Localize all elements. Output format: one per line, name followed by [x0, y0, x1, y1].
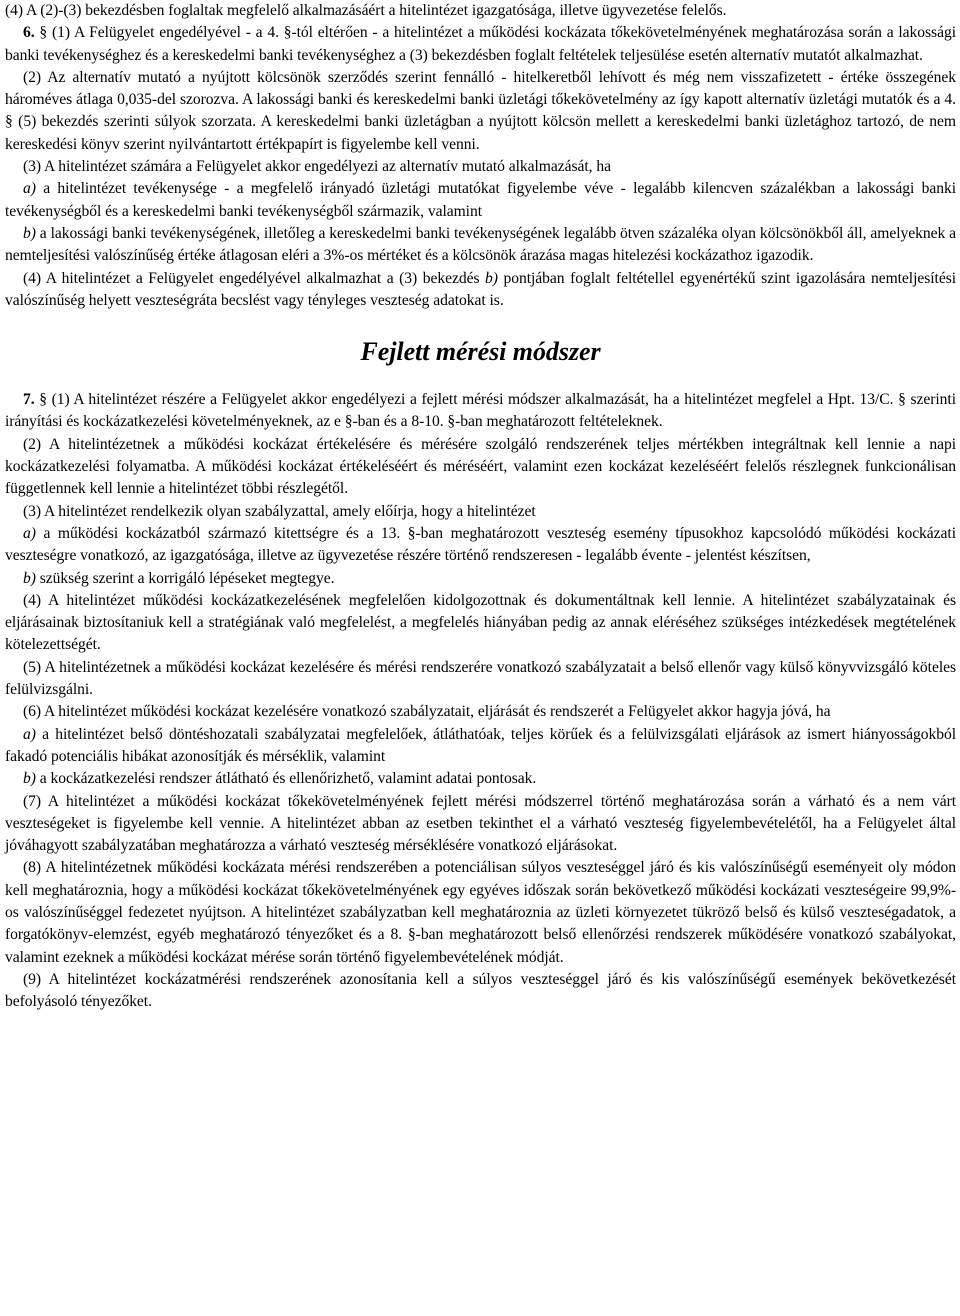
section-7-paragraph-4: [5, 590, 956, 657]
section-title: Fejlett mérési módszer: [360, 337, 601, 367]
paragraph-4-previous: [5, 0, 956, 22]
point-text: a hitelintézet belső döntéshozatali szabályzatai megfelelőek, átláthatóak, teljes körűek és a felülvizsgálati eljárások az ismert hiányosságokból fakadó potenciális hibákat azonosítják és mérséklik, valamint: [5, 725, 956, 765]
point-text: a működési kockázatból származó kitettségre és a 13. §-ban meghatározott veszteség esemény típusokhoz kapcsolódó működési kockázati veszteségre vonatkozó, az igazgatósága, illetve az ügyvezetése részére történő rendszeresen - legalább évente - jelentést készítsen,: [5, 524, 956, 565]
section-sign: §: [39, 24, 48, 42]
paragraph-text: (3) A hitelintézet számára a Felügyelet akkor engedélyezi az alternatív mutató alkalmazását, ha: [23, 158, 611, 176]
paragraph-text: § (1) A hitelintézet részére a Felügyelet akkor engedélyezi a fejlett mérési módszer alkalmazását, ha a hitelintézet megfelel a Hpt. 13/C. § szerinti irányítási és kockázatkezelési követelményeknek, az e §-ban és a 8-10. §-ban meghatározott feltételeknek.: [5, 391, 956, 431]
section-7-point-b: [5, 568, 956, 590]
section-6-paragraph-2: [5, 67, 956, 156]
section-7-paragraph-7: [5, 791, 956, 858]
section-7-paragraph-2: [5, 434, 956, 501]
paragraph-text: (7) A hitelintézet a működési kockázat tőkekövetelményének fejlett mérési módszerrel történő meghatározása során a várható és a nem várt veszteségeket is figyelembe kell vennie. A hitelintézet abban az esetben tekinthet el a várható veszteség figyelembevételétől, ha a Felügyelet által jóváhagyott szabályzatában meghatározza a várható veszteség mérséklésére vonatkozó eljárásokat.: [5, 792, 956, 855]
point-reference: b): [485, 269, 498, 287]
paragraph-text: (8) A hitelintézetnek működési kockázata mérési rendszerében a potenciálisan súlyos veszteséggel járó és kis valószínűségű eseményeit oly módon kell meghatároznia, hogy a működési kockázat tőkekövetelményének egy egyéves időszak során bekövetkező működési kockázati veszteségeire 99,9%-os valószínűséggel fedezetet nyújtson. A hitelintézet szabályzatban kell meghatároznia az üzleti környezetet tükröző belső és külső veszteségadatok, a forgatókönyv-elemzést, egyéb meghatározó tényezőket és a 8. §-ban meghatározott belső ellenőrzési rendszerek működésére vonatkozó szabályokat, valamint ezeknek a működési kockázat mérése során történő figyelembevételének módját.: [5, 859, 956, 966]
section-6-paragraph-4: [5, 268, 956, 313]
point-label: b): [23, 224, 36, 242]
paragraph-text: pontjában foglalt feltétellel egyenértékű szint igazolására nemteljesítési valószínűség helyett veszteségráta becslést vagy tényleges veszteség adatokat is.: [5, 269, 956, 309]
paragraph-text: (1) A Felügyelet engedélyével - a 4. §-tól eltérően - a hitelintézet a működési kockázata tőkekövetelményének meghatározása során a lakossági banki tevékenységhez és a kereskedelmi banki tevékenységhez a (3) bekezdésben foglalt feltételek teljesülése esetén alternatív mutatót alkalmazhat.: [5, 24, 956, 64]
section-7-paragraph-8: [5, 857, 956, 968]
section-7-point-a: [5, 523, 956, 568]
section-7-paragraph-6-point-a: [5, 724, 956, 769]
paragraph-text: (4) A hitelintézet működési kockázatkezelésének megfelelően kidolgozottnak és dokumentáltnak kell lennie. A hitelintézet szabályzatainak és eljárásainak biztosítaniuk kell a stratégiának való megfelelést, a megfelelés hiányában pedig az annak eléréséhez szükséges intézkedések megtételének kötelezettségét.: [5, 591, 956, 654]
paragraph-text: (3) A hitelintézet rendelkezik olyan szabályzattal, amely előírja, hogy a hitelintézet: [23, 502, 536, 520]
section-7-paragraph-1: [5, 389, 956, 434]
paragraph-text: (6) A hitelintézet működési kockázat kezelésére vonatkozó szabályzatait, eljárását és rendszerét a Felügyelet akkor hagyja jóvá, ha: [23, 703, 831, 721]
section-7-paragraph-5: [5, 657, 956, 702]
point-label: a): [23, 524, 36, 542]
section-number: 7.: [23, 391, 35, 409]
paragraph-text: (2) A hitelintézetnek a működési kockázat értékelésére és mérésére szolgáló rendszerének teljes mértékben integráltnak kell lennie a napi kockázatkezelési folyamatba. A működési kockázat értékeléséért és méréséért, valamint ezen kockázat kezeléséért felelős részlegnek funkcionálisan függetlennek kell lennie a hitelintézet többi részlegétől.: [5, 435, 956, 498]
section-7-paragraph-6: [5, 701, 956, 723]
document-page: [5, 0, 956, 1013]
point-label: a): [23, 180, 36, 198]
paragraph-text: (5) A hitelintézetnek a működési kockázat kezelésére és mérési rendszerére vonatkozó szabályzatait a belső ellenőr vagy külső könyvvizsgáló köteles felülvizsgálni.: [5, 658, 956, 699]
point-label: a): [23, 725, 36, 743]
section-6-point-b: [5, 223, 956, 268]
point-label: b): [23, 770, 36, 788]
paragraph-text: (4) A (2)-(3) bekezdésben foglaltak megfelelő alkalmazásáért a hitelintézet igazgatósága, illetve ügyvezetése felelős.: [5, 2, 727, 19]
paragraph-text: (2) Az alternatív mutató a nyújtott kölcsönök szerződés szerint fennálló - hitelkeretből lehívott és még nem visszafizetett - értéke összegének hároméves átlaga 0,035-del szorozva. A lakossági banki és kereskedelmi banki üzletági tőkekövetelmény az így kapott alternatív üzletági mutatók és a 4. § (5) bekezdés szerinti súlyok szorzata. A kereskedelmi banki üzletágban a nyújtott kölcsön mellett a kereskedelmi banki üzletághoz tartozó, de nem kereskedési könyv szerint nyilvántartott értékpapírt is figyelembe kell venni.: [5, 68, 956, 153]
point-text: a hitelintézet tevékenysége - a megfelelő irányadó üzletági mutatókat figyelembe véve - legalább kilencven százalékban a lakossági banki tevékenységből és a kereskedelmi banki tevékenységből származik, valamint: [5, 180, 956, 220]
section-7-paragraph-9: [5, 969, 956, 1014]
section-6-paragraph-1: [5, 22, 956, 67]
section-number: 6.: [23, 24, 35, 42]
paragraph-text: (9) A hitelintézet kockázatmérési rendszerének azonosítania kell a súlyos veszteséggel járó és kis valószínűségű események bekövetkezését befolyásoló tényezőket.: [5, 970, 956, 1011]
section-7-paragraph-3: [5, 501, 956, 523]
point-text: a kockázatkezelési rendszer átlátható és ellenőrizhető, valamint adatai pontosak.: [35, 770, 537, 788]
section-7-paragraph-6-point-b: [5, 768, 956, 790]
section-6-point-a: [5, 178, 956, 223]
point-text: a lakossági banki tevékenységének, illetőleg a kereskedelmi banki tevékenységének legalább ötven százaléka olyan kölcsönökből áll, amelyeknek a nemteljesítési valószínűség értéke átlagosan eléri a 3%-os mértéket és a kölcsönök árazása magas hitelezési kockázathoz igazodik.: [5, 224, 956, 265]
point-text: szükség szerint a korrigáló lépéseket megtegye.: [35, 569, 335, 587]
section-6-paragraph-3: [5, 156, 956, 178]
point-label: b): [23, 569, 36, 587]
paragraph-text: (4) A hitelintézet a Felügyelet engedélyével alkalmazhat a (3) bekezdés: [23, 269, 486, 287]
